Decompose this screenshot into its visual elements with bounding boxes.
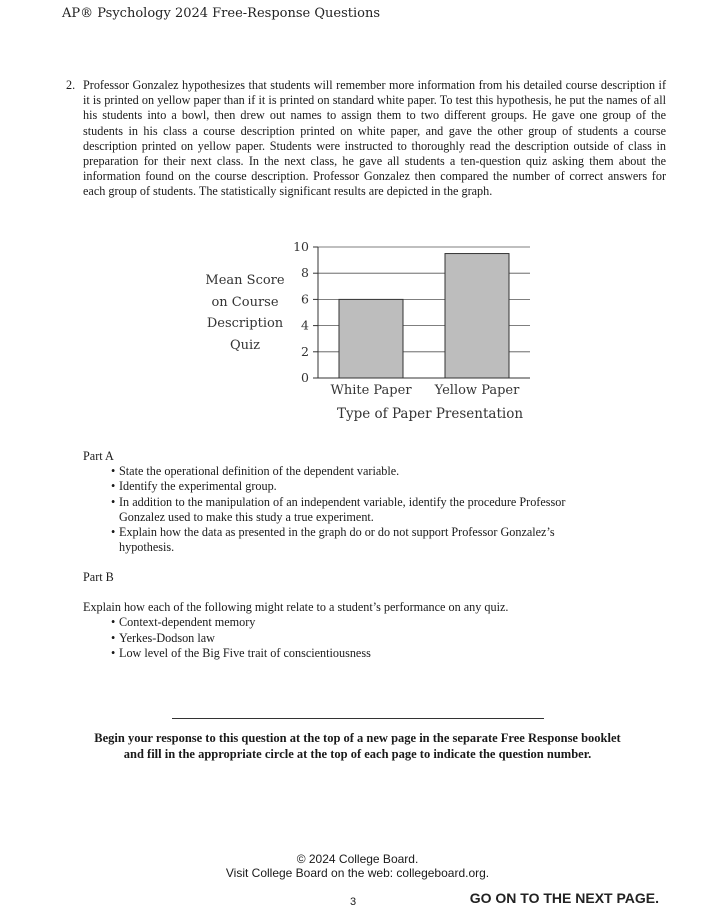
list-item: • Explain how the data as presented in the graph do or do not support Professor Gonzalez’s hypothesis. — [111, 525, 643, 555]
visit-text: Visit College Board on the web: collegeboard.org. — [225, 866, 490, 880]
y-axis-label-line: Quiz — [229, 337, 261, 353]
response-instructions — [70, 730, 645, 762]
part-b-title: Part B — [83, 570, 114, 584]
part-a — [83, 449, 643, 555]
footer — [0, 852, 715, 880]
list-item: • Low level of the Big Five trait of conscientiousness — [111, 646, 643, 661]
question-2 — [66, 78, 666, 200]
y-axis-label-line: Description — [206, 316, 284, 331]
list-item: • State the operational definition of the dependent variable. — [111, 464, 643, 479]
list-item: • Context-dependent memory — [111, 615, 643, 630]
divider-line — [172, 718, 544, 719]
bar-white-paper — [339, 299, 403, 378]
part-b-intro: Explain how each of the following might relate to a student’s performance on any quiz. — [83, 600, 509, 615]
x-tick-label: White Paper — [330, 383, 412, 398]
chart-svg — [0, 0, 715, 440]
part-b — [83, 570, 643, 661]
go-on-text: GO ON TO THE NEXT PAGE. — [469, 890, 659, 906]
question-text: Professor Gonzalez hypothesizes that students will remember more information from his detailed course description if it is printed on yellow paper than if it is printed on standard white paper. To test this hypothesis, he put the names of all his students into a bowl, then drew out names to assign them to two different groups. He gave one group of the students in his class a course description printed on white paper, and gave the other group of students a course description printed on yellow paper. Students were instructed to thoroughly read the description outside of class in preparation for their next class. In the next class, he gave all students a ten-question quiz asking them about the information found on the course description. Professor Gonzalez then compared the number of correct answers for each group of students. The statistically significant results are depicted in the graph. — [83, 78, 666, 199]
page-header-title: AP® Psychology 2024 Free-Response Questions — [62, 6, 380, 21]
part-a-list — [83, 464, 643, 555]
x-axis-label: Type of Paper Presentation — [336, 406, 524, 422]
instructions-line-2: and fill in the appropriate circle at the top of each page to indicate the question number. — [123, 747, 592, 761]
y-tick-label: 4 — [301, 317, 309, 333]
y-tick-label: 10 — [293, 239, 309, 254]
list-item: • Identify the experimental group. — [111, 479, 643, 494]
y-axis-label-line: Mean Score — [205, 273, 285, 288]
y-tick-label: 0 — [301, 370, 309, 385]
list-item: • Yerkes-Dodson law — [111, 631, 643, 646]
x-tick-label: Yellow Paper — [434, 383, 520, 398]
copyright-text: © 2024 College Board. — [296, 852, 419, 866]
part-b-list — [83, 615, 643, 661]
bar-chart — [0, 0, 715, 440]
part-a-title: Part A — [83, 449, 114, 463]
y-tick-label: 8 — [301, 265, 309, 281]
y-axis-label-line: on Course — [211, 294, 279, 310]
y-tick-label: 6 — [301, 291, 309, 307]
instructions-line-1: Begin your response to this question at the top of a new page in the separate Free Response booklet — [94, 731, 621, 745]
page-number: 3 — [350, 896, 357, 908]
list-item: • In addition to the manipulation of an independent variable, identify the procedure Professor Gonzalez used to make this study a true experiment. — [111, 495, 643, 525]
bar-yellow-paper — [445, 254, 509, 378]
question-number: 2. — [66, 78, 76, 92]
y-tick-label: 2 — [301, 343, 309, 359]
y-axis-label — [200, 270, 290, 356]
